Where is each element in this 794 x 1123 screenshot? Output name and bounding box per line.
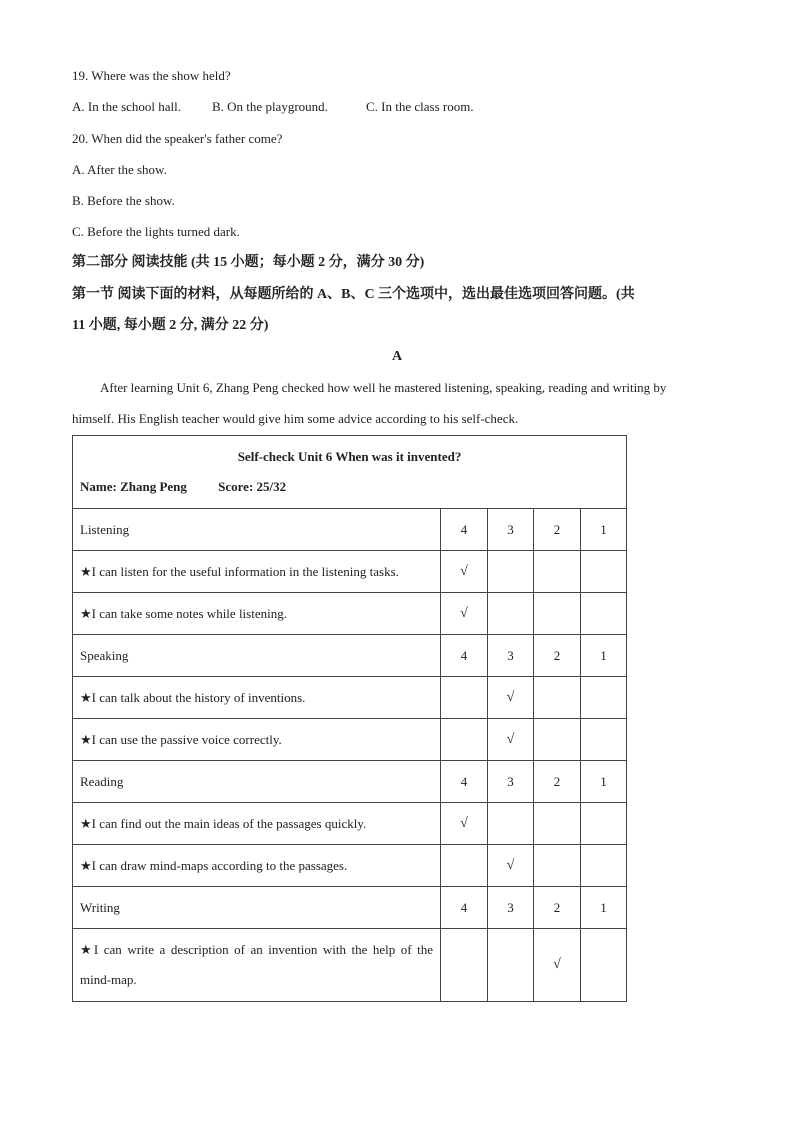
section-row-reading [73,761,627,803]
self-check-table [72,435,627,1002]
scale-label-1: 1 [581,635,627,677]
rating-cell-2 [534,677,581,719]
rating-cell-2 [534,719,581,761]
rating-cell-1 [581,803,627,845]
question-19: 19. Where was the show held? [72,68,231,83]
rating-cell-3 [488,929,534,1002]
rating-cell-2 [534,845,581,887]
rating-cell-2 [534,593,581,635]
section-row-speaking [73,635,627,677]
item-text: ★I can write a description of an invention with the help of the mind-map. [73,929,441,1002]
section-row-writing [73,887,627,929]
section-name: Writing [73,887,441,929]
rating-cell-3 [488,677,534,719]
option-a: A. After the show. [72,162,167,177]
rating-cell-1 [581,929,627,1002]
section-name: Speaking [73,635,441,677]
option-c: C. Before the lights turned dark. [72,224,240,239]
table-row [73,551,627,593]
table-header-row [73,436,627,509]
item-text: ★I can draw mind-maps according to the passages. [73,845,441,887]
section-name: Reading [73,761,441,803]
rating-cell-4 [441,845,488,887]
rating-cell-1 [581,719,627,761]
intro-line1: After learning Unit 6, Zhang Peng checked how well he mastered listening, speaking, reading and writing by [100,380,667,395]
item-text: ★I can take some notes while listening. [73,593,441,635]
scale-label-4: 4 [441,635,488,677]
intro-line2: himself. His English teacher would give him some advice according to his self-check. [72,411,519,426]
scale-label-2: 2 [534,887,581,929]
scale-label-4: 4 [441,761,488,803]
check-mark: √ [506,689,515,705]
option-b: B. On the playground. [212,99,328,114]
table-row [73,719,627,761]
student-score: Score: 25/32 [218,479,287,494]
rating-cell-3 [488,551,534,593]
item-text: ★I can use the passive voice correctly. [73,719,441,761]
student-info [80,479,619,495]
item-text: ★I can find out the main ideas of the passages quickly. [73,803,441,845]
section1-heading-line2: 11 小题, 每小题 2 分, 满分 22 分) [72,318,269,333]
check-mark: √ [460,563,468,579]
table-row [73,593,627,635]
scale-label-2: 2 [534,509,581,551]
rating-cell-1 [581,551,627,593]
rating-cell-3 [488,593,534,635]
rating-cell-2 [534,551,581,593]
scale-label-3: 3 [488,509,534,551]
scale-label-3: 3 [488,887,534,929]
item-text: ★I can listen for the useful information in the listening tasks. [73,551,441,593]
scale-label-3: 3 [488,761,534,803]
table-header-cell [73,436,627,509]
student-name: Name: Zhang Peng [80,479,187,494]
scale-label-2: 2 [534,761,581,803]
scale-label-4: 4 [441,887,488,929]
rating-cell-4 [441,593,488,635]
section1-heading-line1: 第一节 阅读下面的材料，从每题所给的 A、B、C 三个选项中，选出最佳选项回答问题。(共 [72,287,635,302]
table-row [73,677,627,719]
rating-cell-3 [488,845,534,887]
scale-label-3: 3 [488,635,534,677]
question-20: 20. When did the speaker's father come? [72,131,283,146]
table-row [73,929,627,1002]
rating-cell-4 [441,677,488,719]
check-mark: √ [506,731,515,747]
option-a: A. In the school hall. [72,99,182,114]
table-row [73,803,627,845]
scale-label-2: 2 [534,635,581,677]
rating-cell-4 [441,929,488,1002]
scale-label-4: 4 [441,509,488,551]
rating-cell-3 [488,719,534,761]
rating-cell-4 [441,551,488,593]
rating-cell-3 [488,803,534,845]
rating-cell-1 [581,677,627,719]
rating-cell-4 [441,719,488,761]
check-mark: √ [553,957,561,972]
table-row [73,845,627,887]
option-c: C. In the class room. [366,99,474,114]
option-b: B. Before the show. [72,193,175,208]
scale-label-1: 1 [581,761,627,803]
rating-cell-2 [534,803,581,845]
rating-cell-1 [581,593,627,635]
section-name: Listening [73,509,441,551]
check-mark: √ [506,857,515,873]
check-mark: √ [460,605,468,621]
part2-heading: 第二部分 阅读技能 (共 15 小题；每小题 2 分，满分 30 分) [72,255,425,270]
passage-letter: A [391,349,403,364]
item-text: ★I can talk about the history of inventions. [73,677,441,719]
table-title: Self-check Unit 6 When was it invented? [237,449,462,464]
question-19-options [72,98,474,116]
rating-cell-4 [441,803,488,845]
rating-cell-2 [534,929,581,1002]
scale-label-1: 1 [581,887,627,929]
section-row-listening [73,509,627,551]
rating-cell-1 [581,845,627,887]
scale-label-1: 1 [581,509,627,551]
check-mark: √ [460,815,468,831]
